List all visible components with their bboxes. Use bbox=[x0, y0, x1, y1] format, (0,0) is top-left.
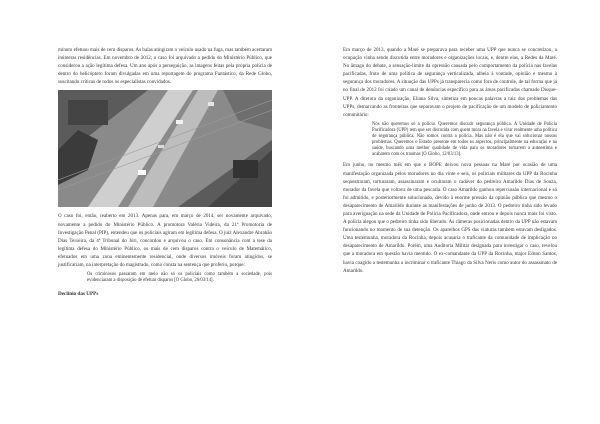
right-column bbox=[343, 46, 557, 275]
left-paragraph-1: minuto efetuou mais de cem disparos. As balas atingiram o veículo usado na fuga, mas também acertaram inúmeras residências. Em novembro de 2012, o caso foi arquivado a pedido do Ministério Público, que considerou a ação legítima defesa. Um ano após a perseguição, as imagens feitas pela própria polícia de dentro do helicóptero foram divulgadas em uma reportagem do programa Fantástico, da Rede Globo, suscitando críticas de todos os especialistas convidados. bbox=[58, 47, 272, 86]
right-paragraph-2: Em junho, no mesmo mês em que o BOPE deixou nova pessoas na Maré por ocasião de uma manifestação organizada pelos moradores no dia vinte e seis, os policiais militares da UPP da Rocinha sequestraram, torturaram, assassinaram e ocultaram o cadáver do pedreiro Amarildo Dias de Souza, morador da favela que voltava de uma pescaria. O caso Amarildo ganhou repercussão internacional e só foi admitido, e posteriormente solucionado, devido à enorme pressão da opinião pública que mesmo o desaparecimento de Amarildo durante as manifestações de junho de 2013. O pedreiro tinha sido levado para averiguação na sede da Unidade de Polícia Pacificadora, onde entrou e depois nunca mais foi visto. A polícia alegou que o pedreiro tinha sido liberado. As câmeras posicionadas dentro da UPP não estavam funcionando no momento de sua detenção. Os aparelhos GPS das viaturas também estavam desligados. Uma testemunha, moradora da Rocinha, depois acusaria o traficante da comunidade de implicação no desaparecimento de Amarildo. Porém, uma Auditoria Militar designada para investigar o caso, revelou que a moradora em questão havia mentido. O ex-comandante da UPP da Rocinha, major Edson Santos, havia coagido a testemunha a incriminar o traficante Thiago da Silva Neris como autor do assassinato de Amarildo. bbox=[343, 162, 557, 274]
section-heading: Declínio das UPPs bbox=[58, 291, 99, 298]
aerial-photo-icon bbox=[58, 90, 272, 207]
right-paragraph-1: Em março de 2013, quando a Maré se preparava para receber uma UPP que nunca se concretizou, a ocupação vinha sendo discutida entre moradores e organizações locais, e, dentre elas, a Redes da Maré. No âmago do debate, a sensação-limite da opressão causada pelo comportamento da polícia nas favelas pacificadas, fruto de uma política de segurança verticalizada, alheia à vontade, opinião e mesmo à segurança dos moradores. A situação das UPPs já transparecia como fora de controle, de tal forma que já no final de 2012 foi criado um canal de denúncias específico para as áreas pacificadas chamado Disque-UPP. A diretora da organização, Eliana Silva, sintetiza em poucas palavras a raiz dos problemas das UPPs, demarcando as fronteiras que separavam o projeto de pacificação de um modelo de policiamento comunitário: bbox=[343, 47, 557, 118]
right-page bbox=[300, 0, 600, 424]
right-quote: Nós não queremos só a polícia. Queremos discutir segurança pública. A Unidade de Polícia Pacificadora (UPP) tem que ser discutida com quem mora na favela e virar realmente uma política de segurança pública. Não somos contra a polícia. Mas não é ela que vai solucionar nossos problemas. Queremos o Estado presente em todos os aspectos, principalmente na educação e na saúde, buscando uma melhor qualidade de vida para os moradores tornarem a autoestima e acabarem com os traumas [O Globo, 12/03/13]. bbox=[372, 121, 557, 158]
left-paragraph-2: O caso foi, então, reaberto em 2013. Apenas para, em março de 2014, ser novamente arquivado, novamente a pedido do Ministério Público. A promotora Valéria Videira, da 21ª Promotoria de Investigação Penal (PIP), entendeu que os policiais agiram em legítima defesa. O juiz Alexandre Abrahão Dias Teixeira, da 4ª Tribunal do Júri, concordou e arquivou o caso. Em consonância com a tese da legítima defesa do Ministério Público, os mais de cem disparos contra o veículo de Matemático, efetuados em uma zona eminentemente residencial, onde diversos imóveis foram atingidos, se justificariam, na interpretação do magistrado, como consta na sentença que proferiu, porque: bbox=[58, 213, 272, 269]
left-quote: Os criminosos passaram em meio não só os policiais como também a sociedade, pois evidenciaram a disposição de efetuar disparos [O Globo, 26/03/14]. bbox=[87, 272, 272, 284]
left-column bbox=[58, 46, 272, 298]
